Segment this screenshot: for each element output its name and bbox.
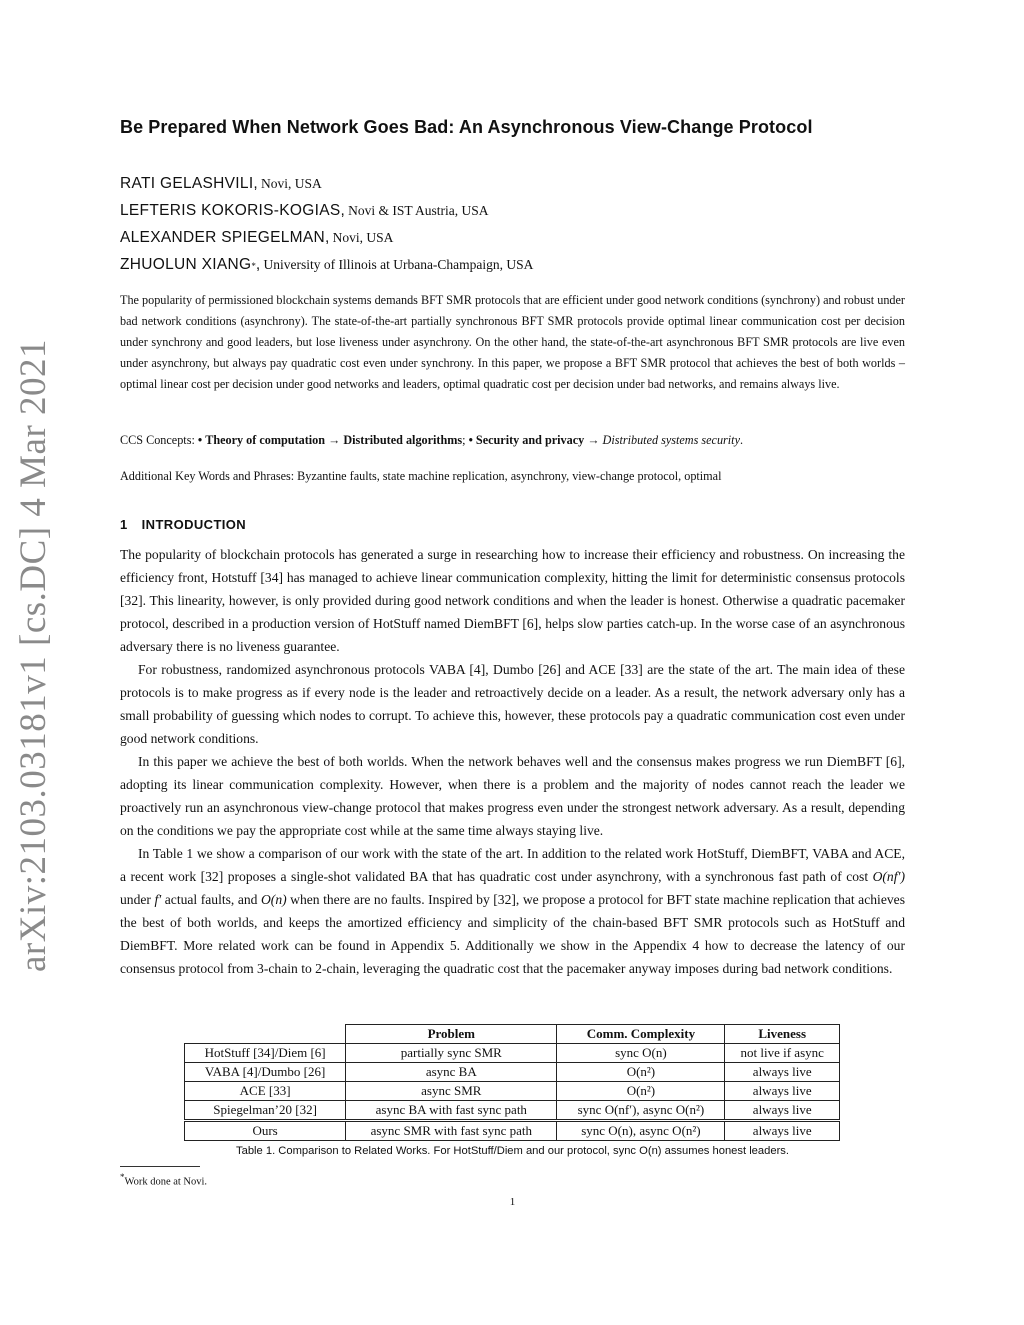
section-number: 1 [120, 517, 128, 532]
page-number: 1 [509, 1196, 516, 1208]
ccs-label: CCS Concepts: [120, 433, 195, 447]
table-cell: ACE [33] [185, 1082, 346, 1101]
table-cell: HotStuff [34]/Diem [6] [185, 1044, 346, 1063]
author-3 [120, 229, 905, 256]
arxiv-identifier: arXiv:2103.03181v1 [cs.DC] 4 Mar 2021 [13, 338, 55, 972]
table-caption: Table 1. Comparison to Related Works. For HotStuff/Diem and our protocol, sync O(n) assumes honest leaders. [236, 1145, 789, 1157]
table-cell: sync O(nf′), async O(n²) [557, 1101, 725, 1121]
ccs-arrow: → [587, 433, 600, 447]
author-4: ZHUOLUN XIANG * , University of Illinois at Urbana-Champaign, USA [120, 256, 534, 273]
paragraph: In this paper we achieve the best of both worlds. When the network behaves well and the consensus makes progress we run DiemBFT [6], adopting its linear communication complexity. However, when there is a problem and the majority of nodes cannot reach the leader we proactively run an asynchronous view-change protocol that makes progress even under the strongest network adversary. As a result, depending on the conditions we pay the appropriate cost while at the same time always staying live. [120, 754, 905, 838]
author-name: ALEXANDER SPIEGELMAN, [120, 229, 330, 246]
footnote-marker: * [251, 261, 256, 271]
ccs-concept: Distributed systems security [602, 433, 740, 447]
author-affiliation: Novi, USA [261, 176, 322, 191]
table-cell: async SMR with fast sync path [346, 1121, 557, 1141]
table-cell: async SMR [346, 1082, 557, 1101]
footnote-divider [120, 1166, 200, 1167]
author-name: LEFTERIS KOKORIS-KOGIAS, [120, 202, 346, 219]
footnote-marker: * [120, 1172, 125, 1182]
table-header-row [185, 1025, 840, 1044]
math-inline: f′ [154, 892, 162, 907]
author-affiliation: University of Illinois at Urbana-Champaign, USA [263, 257, 534, 272]
table-cell: always live [725, 1082, 840, 1101]
abstract: The popularity of permissioned blockchain systems demands BFT SMR protocols that are efficient under good network conditions (synchrony) and robust under bad network conditions (asynchrony). The state-of-the-art partially synchronous BFT SMR protocols provide optimal linear communication cost per decision under synchrony and good leaders, but lose liveness under asynchrony. On the other hand, the state-of-the-art asynchronous BFT SMR protocols are live even under asynchrony, but always pay quadratic cost even under synchrony. In this paper, we propose a BFT SMR protocol that achieves the best of both worlds – optimal linear cost per decision under good networks and leaders, optimal quadratic cost per decision under bad networks, and remains always live. [120, 293, 905, 391]
table-cell: always live [725, 1121, 840, 1141]
author-list [120, 175, 905, 283]
author-name: RATI GELASHVILI, [120, 175, 259, 192]
author-2 [120, 202, 905, 229]
math-inline: O(n) [260, 892, 287, 907]
comparison-table-wrapper [184, 1024, 840, 1141]
paper-title: Be Prepared When Network Goes Bad: An Asynchronous View-Change Protocol [120, 117, 813, 137]
section-title: INTRODUCTION [141, 517, 247, 532]
table-cell: Ours [185, 1121, 346, 1141]
ccs-concept: Distributed algorithms [343, 433, 463, 447]
arxiv-sidebar [2, 338, 66, 972]
paragraph: In Table 1 we show a comparison of our work with the state of the art. In addition to the related work HotStuff, DiemBFT, VABA and ACE, a recent work [32] proposes a single-shot validated BA that has quadratic cost under asynchrony, with a synchronous fast path of cost O(nf′) under f′ actual faults, and O(n) when there are no faults. Inspired by [32], we propose a protocol for BFT state machine replication that achieves the best of both worlds, and keeps the amortized efficiency and simplicity of the chain-based BFT SMR protocols such as HotStuff and DiemBFT. More related work can be found in Appendix 5. Additionally we show in the Appendix 4 how to decrease the latency of our consensus protocol from 3-chain to 2-chain, leveraging the quadratic cost that the pacemaker anyway imposes during bad network conditions. [120, 846, 905, 976]
author-name: ZHUOLUN XIANG [120, 256, 252, 273]
table-header-cell: Problem [346, 1025, 557, 1044]
table-cell: partially sync SMR [346, 1044, 557, 1063]
section-heading [120, 517, 905, 532]
table-cell: Spiegelman’20 [32] [185, 1101, 346, 1121]
table-row [185, 1044, 840, 1063]
ccs-concept: Theory of computation [205, 433, 326, 447]
footnote-text: Work done at Novi. [124, 1176, 208, 1188]
table-header-cell [185, 1025, 346, 1044]
comparison-table [184, 1024, 840, 1141]
table-cell: always live [725, 1063, 840, 1082]
table-cell: O(n²) [557, 1063, 725, 1082]
table-cell: async BA with fast sync path [346, 1101, 557, 1121]
keywords: Additional Key Words and Phrases: Byzantine faults, state machine replication, asynchrony, view-change protocol, optimal [120, 469, 722, 483]
table-header-cell: Liveness [725, 1025, 840, 1044]
table-cell: sync O(n), async O(n²) [557, 1121, 725, 1141]
table-cell: always live [725, 1101, 840, 1121]
table-row [185, 1101, 840, 1121]
ccs-bullet: • [197, 433, 203, 447]
paragraph: For robustness, randomized asynchronous protocols VABA [4], Dumbo [26] and ACE [33] are the state of the art. The main idea of these protocols is to make progress as if every node is the leader and retroactively decide on a leader. As a result, the network adversary only has a small probability of guessing which nodes to corrupt. To achieve this, however, these protocols pay a quadratic communication cost even under good network conditions. [120, 662, 905, 746]
table-cell: async BA [346, 1063, 557, 1082]
ccs-concept: Security and privacy [475, 433, 585, 447]
author-affiliation: Novi, USA [332, 230, 394, 245]
ccs-concepts: CCS Concepts: • Theory of computation → Distributed algorithms; • Security and privacy → Distributed systems security. [120, 433, 744, 447]
author-affiliation: Novi & IST Austria, USA [348, 203, 489, 218]
footnote [120, 1172, 207, 1188]
author-1 [120, 175, 905, 202]
table-cell: sync O(n) [557, 1044, 725, 1063]
body-text [120, 543, 905, 980]
table-row [185, 1082, 840, 1101]
table-cell: VABA [4]/Dumbo [26] [185, 1063, 346, 1082]
table-row [185, 1063, 840, 1082]
table-header-cell: Comm. Complexity [557, 1025, 725, 1044]
table-row [185, 1121, 840, 1141]
ccs-arrow: → [328, 433, 341, 447]
ccs-bullet: • [468, 433, 473, 447]
table-cell: not live if async [725, 1044, 840, 1063]
paragraph: The popularity of blockchain protocols has generated a surge in researching how to increase their efficiency and robustness. On increasing the efficiency front, Hotstuff [34] has managed to achieve linear communication complexity, hitting the limit for deterministic consensus protocols [32]. This linearity, however, is only provided during good network conditions and when the leader is honest. Otherwise a quadratic pacemaker protocol, described in a production version of HotStuff named DiemBFT [6], helps slow parties catch-up. In the worse case of an asynchronous adversary there is no liveness guarantee. [120, 547, 905, 654]
table-cell: O(n²) [557, 1082, 725, 1101]
math-inline: O(nf′) [872, 869, 905, 884]
